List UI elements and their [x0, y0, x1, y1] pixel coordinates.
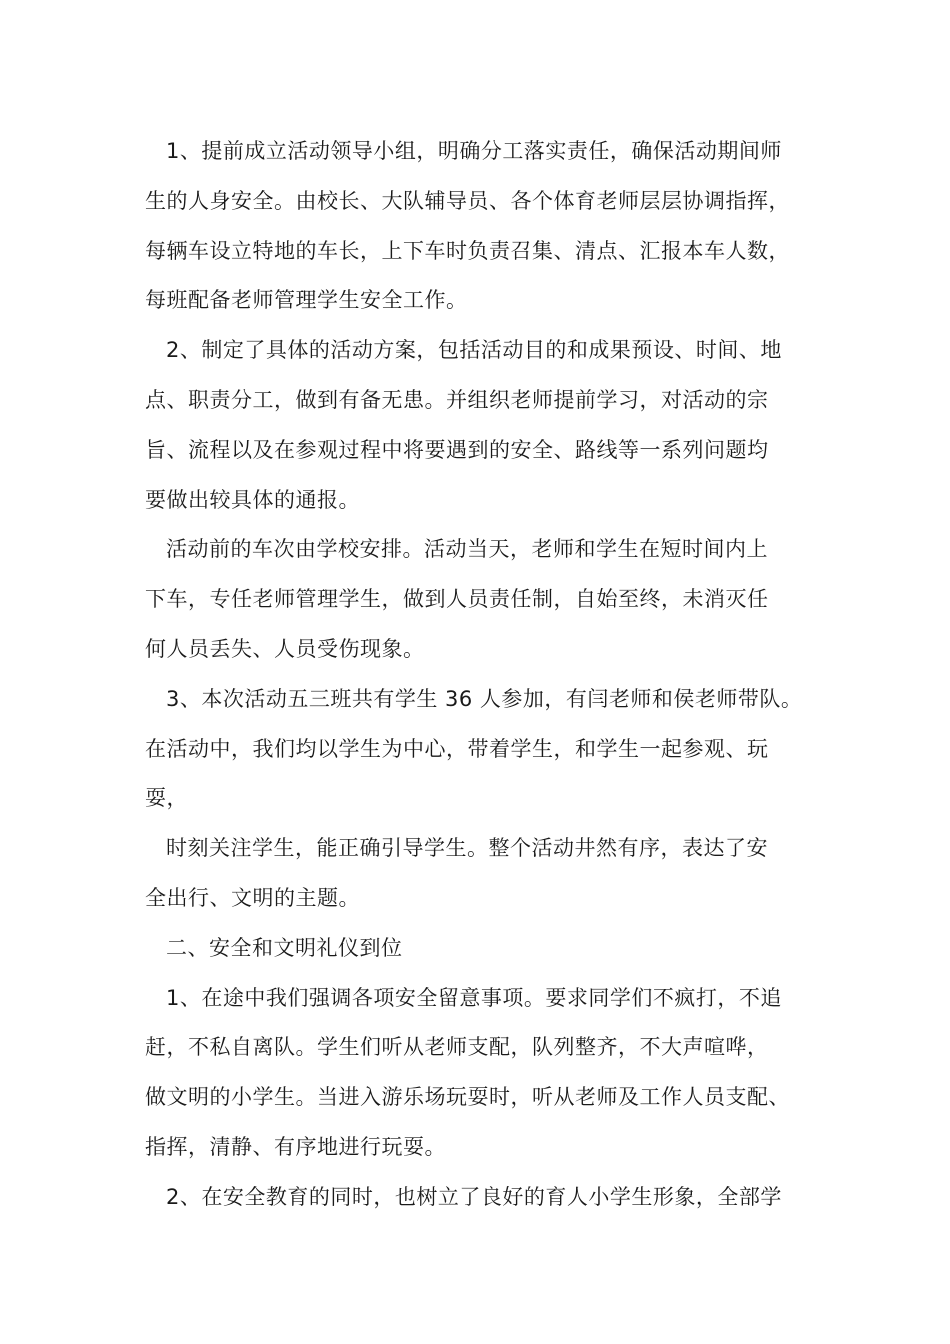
paragraph-1	[145, 127, 817, 326]
text-line: 全出行、文明的主题。	[145, 885, 360, 910]
paragraph-7	[145, 974, 817, 1173]
text-line: 要做出较具体的通报。	[145, 487, 360, 512]
text-line: 1、在途中我们强调各项安全留意事项。要求同学们不疯打，不追	[166, 985, 782, 1010]
text-line: 在活动中，我们均以学生为中心，带着学生，和学生一起参观、玩	[145, 736, 769, 761]
text-line: 3、本次活动五三班共有学生 36 人参加，有闫老师和侯老师带队。	[166, 686, 803, 711]
text-line: 生的人身安全。由校长、大队辅导员、各个体育老师层层协调指挥，	[145, 188, 790, 213]
section-heading	[145, 924, 817, 974]
text-line: 指挥，清静、有序地进行玩耍。	[145, 1134, 446, 1159]
text-line: 耍，	[145, 786, 188, 811]
text-line: 做文明的小学生。当进入游乐场玩耍时，听从老师及工作人员支配、	[145, 1085, 790, 1110]
text-line: 活动前的车次由学校安排。活动当天，老师和学生在短时间内上	[166, 537, 768, 562]
text-line: 2、在安全教育的同时，也树立了良好的育人小学生形象，全部学	[166, 1184, 782, 1209]
text-line: 点、职责分工，做到有备无患。并组织老师提前学习，对活动的宗	[145, 387, 769, 412]
paragraph-2	[145, 326, 817, 525]
text-line: 下车，专任老师管理学生，做到人员责任制，自始至终，未消灭任	[145, 587, 769, 612]
text-line: 1、提前成立活动领导小组，明确分工落实责任，确保活动期间师	[166, 139, 782, 163]
text-line: 何人员丢失、人员受伤现象。	[145, 636, 425, 661]
text-line: 时刻关注学生，能正确引导学生。整个活动井然有序，表达了安	[166, 836, 768, 861]
paragraph-3	[145, 525, 817, 674]
paragraph-5	[145, 824, 817, 924]
paragraph-4	[145, 675, 817, 824]
text-line: 每班配备老师管理学生安全工作。	[145, 288, 468, 313]
body-text	[145, 127, 817, 1223]
text-line: 旨、流程以及在参观过程中将要遇到的安全、路线等一系列问题均	[145, 437, 769, 462]
text-line: 每辆车设立特地的车长，上下车时负责召集、清点、汇报本车人数，	[145, 238, 790, 263]
text-line: 2、制定了具体的活动方案，包括活动目的和成果预设、时间、地	[166, 338, 782, 363]
paragraph-8	[145, 1173, 817, 1223]
section-heading-text: 二、安全和文明礼仪到位	[166, 935, 403, 960]
text-line: 赶，不私自离队。学生们听从老师支配，队列整齐，不大声喧哗，	[145, 1035, 769, 1060]
